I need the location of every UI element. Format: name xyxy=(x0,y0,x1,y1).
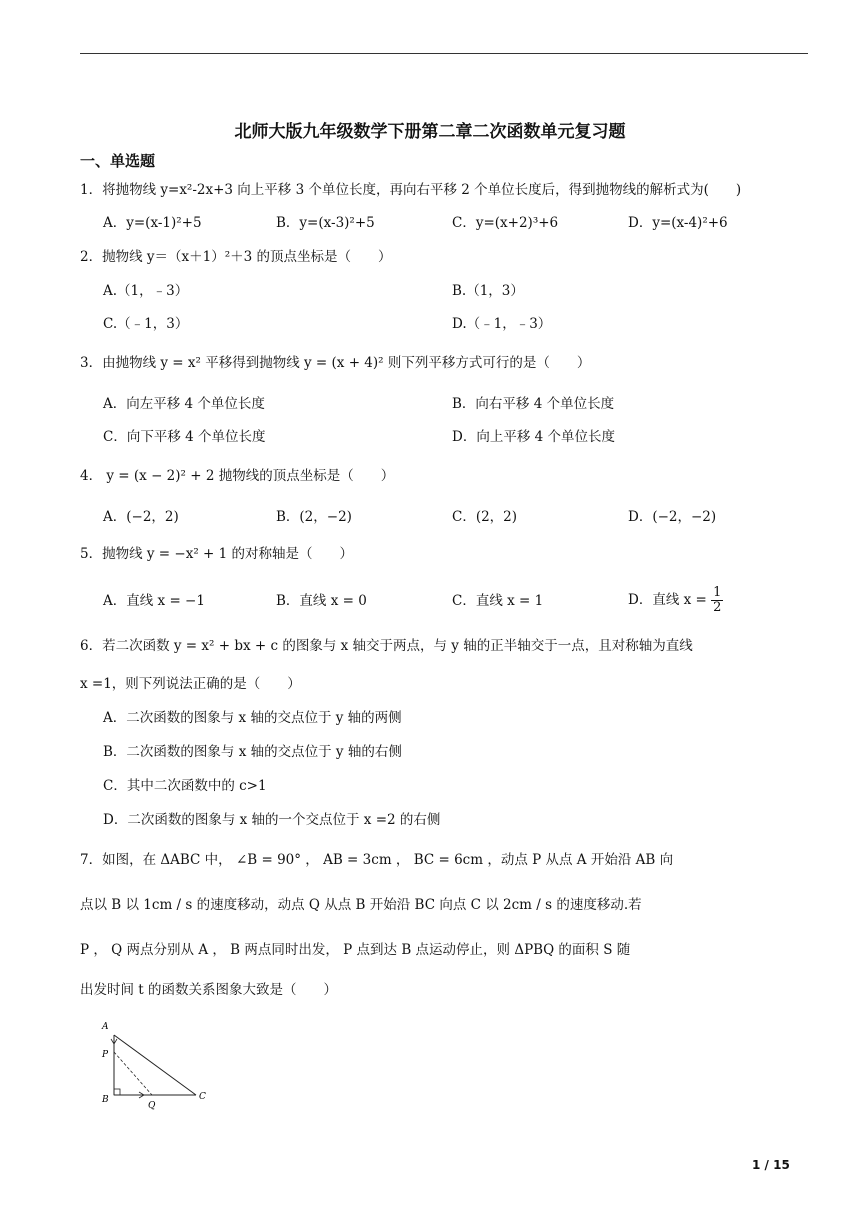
q4-option-a[interactable]: A．(−2，2) xyxy=(103,509,179,525)
q1-option-d[interactable]: D．y=(x-4)²+6 xyxy=(628,215,728,231)
q4-option-d[interactable]: D．(−2，−2) xyxy=(628,509,717,525)
q5-option-a[interactable]: A．直线 x = −1 xyxy=(103,593,205,609)
q1-option-c[interactable]: C．y=(x+2)³+6 xyxy=(452,215,559,231)
right-angle-mark xyxy=(114,1089,120,1095)
question-5-stem: 5．抛物线 y = −x² + 1 的对称轴是（ ） xyxy=(80,546,354,562)
label-a: A xyxy=(102,1022,109,1032)
question-7-line3: P ， Q 两点分别从 A ， B 两点同时出发， P 点到达 B 点运动停止，则 ΔPBQ 的面积 S 随 xyxy=(80,942,631,958)
question-1-stem: 1．将抛物线 y=x²-2x+3 向上平移 3 个单位长度，再向右平移 2 个单位长度后，得到抛物线的解析式为( ) xyxy=(80,182,742,198)
question-6-stem-line2: x =1，则下列说法正确的是（ ） xyxy=(80,676,301,692)
document-title: 北师大版九年级数学下册第二章二次函数单元复习题 xyxy=(234,122,626,142)
q6-option-a[interactable]: A．二次函数的图象与 x 轴的交点位于 y 轴的两侧 xyxy=(103,710,402,726)
q6-option-c[interactable]: C．其中二次函数中的 c>1 xyxy=(103,778,267,794)
page-number: 1 / 15 xyxy=(752,1158,790,1172)
q3-option-b[interactable]: B．向右平移 4 个单位长度 xyxy=(452,396,615,412)
q3-option-c[interactable]: C．向下平移 4 个单位长度 xyxy=(103,429,266,445)
q5-option-d-prefix: D．直线 x = xyxy=(628,592,707,608)
question-3-stem: 3．由抛物线 y = x² 平移得到抛物线 y = (x + 4)² 则下列平移方式可行的是（ ） xyxy=(80,355,591,371)
question-4-stem: 4． y = (x − 2)² + 2 抛物线的顶点坐标是（ ） xyxy=(80,468,395,484)
side-ac xyxy=(114,1035,196,1095)
header-rule xyxy=(80,53,808,54)
q2-option-d[interactable]: D.（﹣1，﹣3） xyxy=(452,316,552,332)
q3-option-a[interactable]: A．向左平移 4 个单位长度 xyxy=(103,396,265,412)
q2-option-c[interactable]: C.（﹣1，3） xyxy=(103,316,189,332)
question-6-stem-line1: 6．若二次函数 y = x² + bx + c 的图象与 x 轴交于两点，与 y 轴的正半轴交于一点，且对称轴为直线 xyxy=(80,638,693,654)
q6-option-d[interactable]: D．二次函数的图象与 x 轴的一个交点位于 x =2 的右侧 xyxy=(103,812,441,828)
q4-option-c[interactable]: C．(2，2) xyxy=(452,509,518,525)
q1-option-a[interactable]: A．y=(x-1)²+5 xyxy=(103,215,202,231)
q2-option-b[interactable]: B.（1，3） xyxy=(452,283,524,299)
question-2-stem: 2．抛物线 y＝（x＋1）²＋3 的顶点坐标是（ ） xyxy=(80,249,392,265)
q4-option-b[interactable]: B．(2，−2) xyxy=(276,509,352,525)
q5-option-c[interactable]: C．直线 x = 1 xyxy=(452,593,544,609)
fraction-numerator: 1 xyxy=(713,585,722,600)
triangle-figure xyxy=(96,1017,216,1112)
label-b: B xyxy=(102,1095,109,1105)
q5-option-b[interactable]: B．直线 x = 0 xyxy=(276,593,367,609)
question-7-line2: 点以 B 以 1cm / s 的速度移动，动点 Q 从点 B 开始沿 BC 向点 C 以 2cm / s 的速度移动.若 xyxy=(80,897,642,913)
label-q: Q xyxy=(148,1101,156,1111)
q3-option-d[interactable]: D．向上平移 4 个单位长度 xyxy=(452,429,615,445)
fraction-denominator: 2 xyxy=(713,600,722,615)
label-c: C xyxy=(199,1092,206,1102)
q1-option-b[interactable]: B．y=(x-3)²+5 xyxy=(276,215,375,231)
q6-option-b[interactable]: B．二次函数的图象与 x 轴的交点位于 y 轴的右侧 xyxy=(103,744,402,760)
q5-option-d[interactable] xyxy=(628,580,723,620)
q2-option-a[interactable]: A.（1，﹣3） xyxy=(103,283,189,299)
section-heading: 一、单选题 xyxy=(80,152,156,170)
fraction-one-half xyxy=(711,586,723,615)
label-p: P xyxy=(102,1050,109,1060)
question-7-line1: 7．如图，在 ΔABC 中， ∠B = 90° ， AB = 3cm ， BC = 6cm ，动点 P 从点 A 开始沿 AB 向 xyxy=(80,852,674,868)
question-7-line4: 出发时间 t 的函数关系图象大致是（ ） xyxy=(80,982,338,998)
